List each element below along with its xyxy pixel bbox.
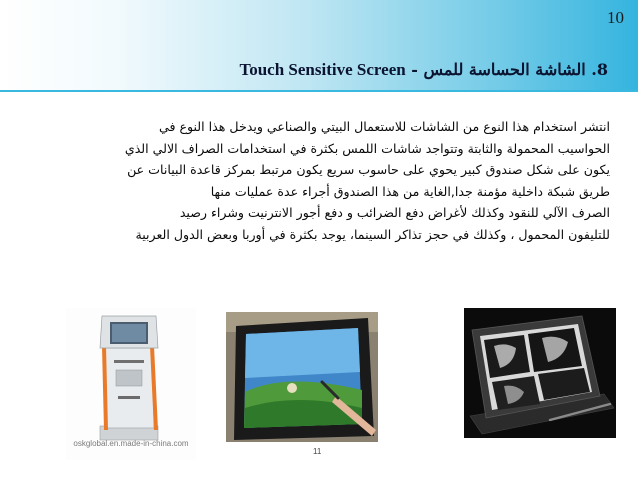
- body-line: الحواسيب المحمولة والثابتة وتتواجد شاشات اللمس بكثرة في استخدامات الصراف الالي الذي: [124, 140, 610, 156]
- laptop-xray-photo: [464, 308, 616, 438]
- body-line: طريق شبكة داخلية مؤمنة جدا,الغاية من هذا الصندوق أجراء عدة عمليات منها: [210, 183, 610, 199]
- body-line: للتليفون المحمول ، وكذلك في حجز تذاكر السينما، يوجد بكثرة في أوربا وبعض الدول العربية: [135, 226, 610, 242]
- kiosk-watermark: oskglobal.en.made-in-china.com: [73, 439, 189, 448]
- body-line: يكون على شكل صندوق كبير يحوي على حاسوب سريع يكون مرتبط بمركز قاعدة البيانات عن: [127, 162, 610, 177]
- tablet-illustration: [226, 312, 378, 442]
- title-arabic: الشاشة الحساسة للمس: [423, 60, 586, 79]
- title-separator: -: [411, 60, 418, 79]
- body-line: الصرف الآلي للنقود وكذلك لأغراض دفع الضرائب و دفع أجور الانترنيت وشراء رصيد: [179, 205, 610, 220]
- body-text: [20, 116, 610, 245]
- title-english: Touch Sensitive Screen: [239, 60, 406, 79]
- slide-title: [239, 60, 608, 80]
- kiosk-illustration: [66, 308, 196, 460]
- body-line: انتشر استخدام هذا النوع من الشاشات للاستعمال البيتي والصناعي ويدخل هذا النوع في: [158, 119, 610, 134]
- kiosk-photo: [66, 308, 196, 460]
- title-number: 8.: [591, 60, 608, 79]
- tablet-stylus-photo: [226, 312, 378, 442]
- laptop-illustration: [464, 308, 616, 438]
- page-number: 10: [607, 8, 624, 27]
- footer-page-number: 11: [313, 447, 322, 456]
